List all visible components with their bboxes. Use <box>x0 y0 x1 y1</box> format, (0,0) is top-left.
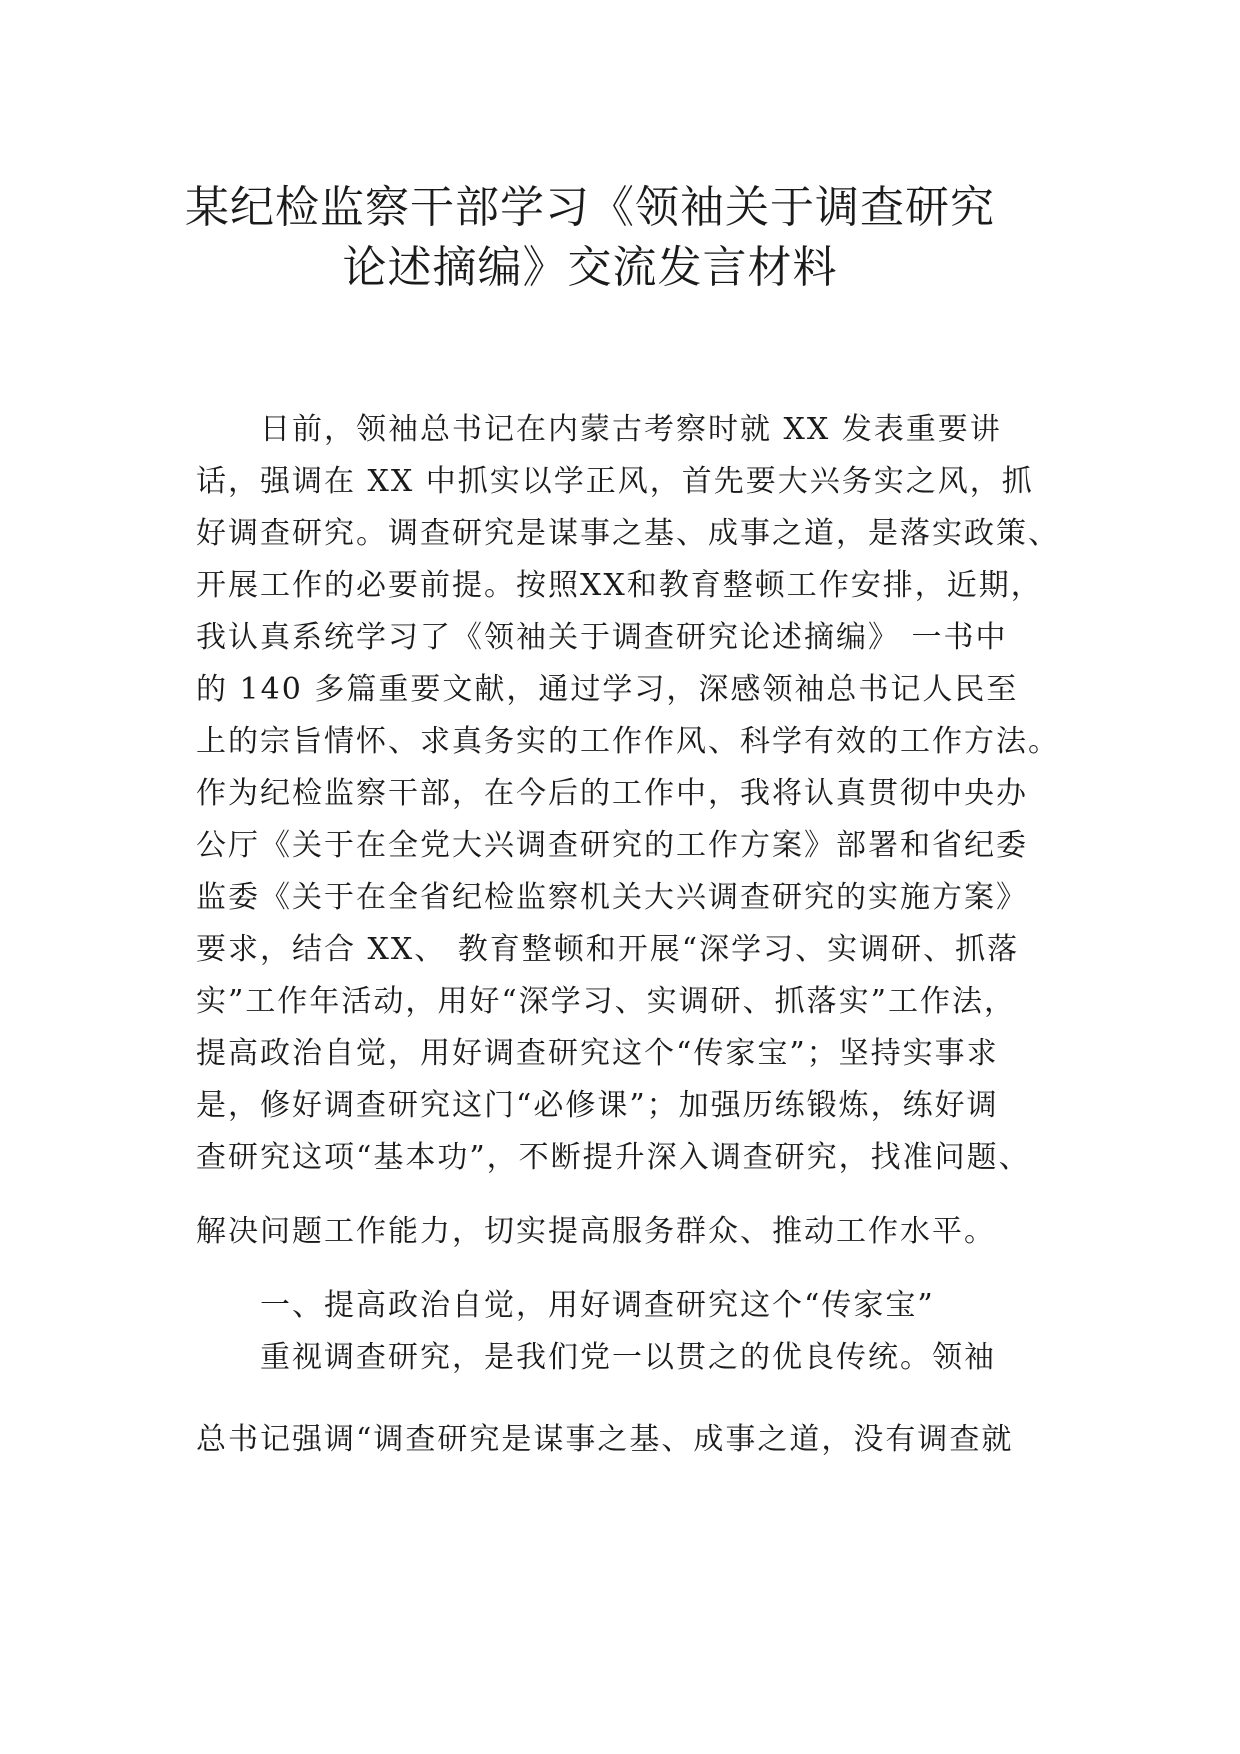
paragraph-line: 日前，领袖总书记在内蒙古考察时就 XX 发表重要讲 <box>260 412 1002 447</box>
paragraph-line: 好调查研究。调查研究是谋事之基、成事之道，是落实政策、 <box>196 516 1060 551</box>
paragraph-line: 是，修好调查研究这门“必修课”；加强历练锻炼，练好调 <box>196 1088 999 1123</box>
paragraph-line: 我认真系统学习了《领袖关于调查研究论述摘编》 一书中 <box>196 620 1008 655</box>
paragraph-1 <box>196 404 1060 1258</box>
paragraph-line: 要求，结合 XX、 教育整顿和开展“深学习、实调研、抓落 <box>196 932 1020 967</box>
document-body <box>196 404 1060 1466</box>
section-heading: 一、提高政治自觉，用好调查研究这个“传家宝” <box>260 1288 935 1323</box>
paragraph-line: 作为纪检监察干部，在今后的工作中，我将认真贯彻中央办 <box>196 776 1028 811</box>
paragraph-line: 开展工作的必要前提。按照XX和教育整顿工作安排，近期， <box>196 568 1043 603</box>
paragraph-line: 总书记强调“调查研究是谋事之基、成事之道，没有调查就 <box>196 1422 1014 1457</box>
paragraph-line: 实”工作年活动，用好“深学习、实调研、抓落实”工作法， <box>196 984 1017 1019</box>
paragraph-line: 查研究这项“基本功”，不断提升深入调查研究，找准问题、 <box>196 1140 1031 1175</box>
paragraph-line: 话，强调在 XX 中抓实以学正风，首先要大兴务实之风，抓 <box>196 464 1034 499</box>
title-line-1: 某纪检监察干部学习《领袖关于调查研究 <box>185 182 995 233</box>
document-title <box>150 178 1030 298</box>
paragraph-line: 监委《关于在全省纪检监察机关大兴调查研究的实施方案》 <box>196 880 1028 915</box>
paragraph-line: 公厅《关于在全党大兴调查研究的工作方案》部署和省纪委 <box>196 828 1028 863</box>
paragraph-line: 提高政治自觉，用好调查研究这个“传家宝”；坚持实事求 <box>196 1036 999 1071</box>
paragraph-2 <box>196 1332 1056 1466</box>
paragraph-line: 解决问题工作能力，切实提高服务群众、推动工作水平。 <box>196 1214 996 1249</box>
title-line-2: 论述摘编》交流发言材料 <box>342 242 838 293</box>
paragraph-line: 上的宗旨情怀、求真务实的工作作风、科学有效的工作方法。 <box>196 724 1060 759</box>
paragraph-line: 的 140 多篇重要文献，通过学习，深感领袖总书记人民至 <box>196 672 1019 707</box>
paragraph-line: 重视调查研究，是我们党一以贯之的优良传统。领袖 <box>260 1340 996 1375</box>
